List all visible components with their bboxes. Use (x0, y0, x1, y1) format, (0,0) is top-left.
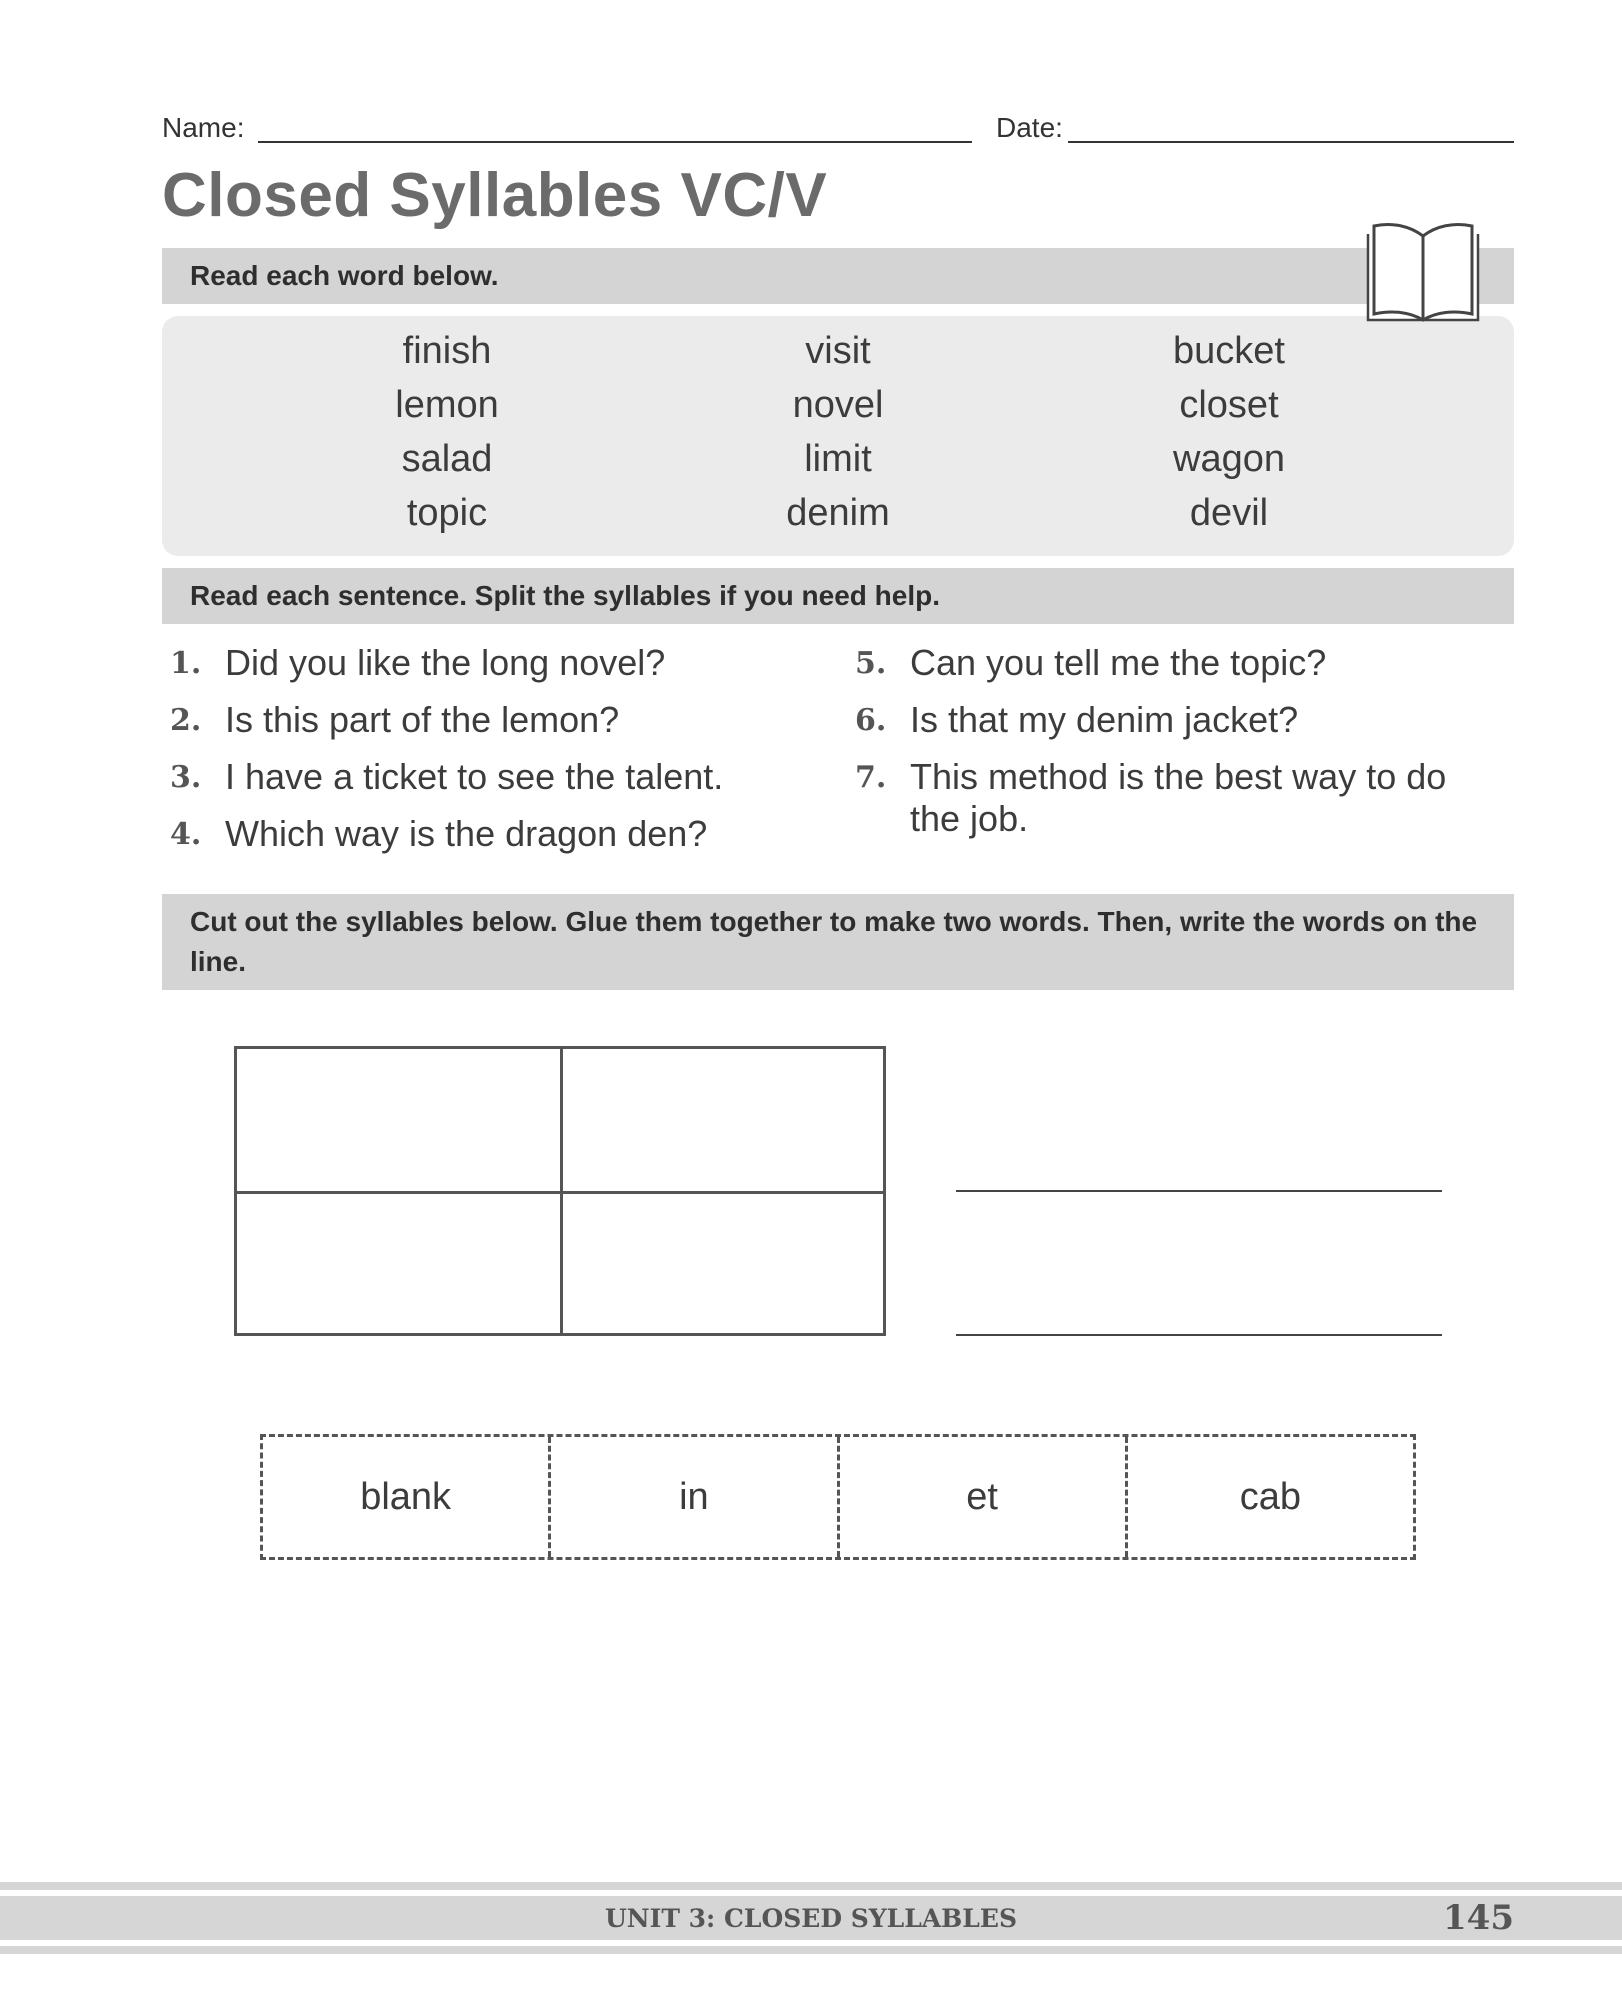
word: topic (406, 492, 488, 534)
instruction-text: Cut out the syllables below. Glue them together to make two words. Then, write the words on the line. (190, 906, 1478, 977)
word: bucket (1173, 330, 1285, 372)
word: devil (1189, 492, 1269, 534)
word-list-box (162, 316, 1514, 556)
sentence-number: 7. (855, 760, 887, 795)
instruction-text: Read each word below. (190, 260, 499, 291)
word: visit (805, 330, 871, 372)
sentence: I have a ticket to see the talent. (225, 756, 724, 797)
instruction-text: Read each sentence. Split the syllables if you need help. (190, 580, 941, 611)
page-number: 145 (1443, 1898, 1514, 1938)
word: salad (401, 438, 493, 480)
syllable-card[interactable]: et (837, 1437, 1125, 1557)
instruction-bar-words (162, 248, 1514, 304)
syllable-card[interactable]: in (548, 1437, 836, 1557)
footer-stripe (0, 1946, 1622, 1954)
sentence: Which way is the dragon den? (225, 813, 708, 854)
sentence: This method is the best way to do the job. (910, 756, 1447, 839)
sentence-number: 6. (855, 703, 887, 738)
name-line[interactable] (258, 141, 972, 143)
glue-grid[interactable] (234, 1046, 886, 1336)
sentence-number: 3. (170, 760, 202, 795)
syllable-card[interactable]: blank (360, 1475, 452, 1518)
instruction-bar-sentences (162, 568, 1514, 624)
sentence: Is this part of the lemon? (225, 699, 620, 740)
answer-line-2[interactable] (956, 1334, 1442, 1336)
sentence-number: 4. (170, 817, 202, 852)
word: denim (786, 492, 890, 534)
sentence-number: 5. (855, 646, 887, 681)
sentence: Did you like the long novel? (225, 642, 666, 683)
footer-unit-title: UNIT 3: CLOSED SYLLABLES (605, 1904, 1017, 1933)
word: closet (1179, 384, 1279, 426)
sentence: Can you tell me the topic? (910, 642, 1327, 683)
page-title: Closed Syllables VC/V (162, 161, 828, 230)
date-label: Date: (996, 112, 1063, 143)
syllable-card[interactable]: cab (1125, 1437, 1413, 1557)
word: limit (804, 438, 872, 480)
book-icon (1362, 222, 1484, 324)
cut-out-syllables (260, 1434, 1416, 1560)
word: wagon (1173, 438, 1285, 480)
instruction-bar-cut-glue (162, 894, 1514, 990)
word: lemon (395, 384, 499, 426)
word: novel (792, 384, 884, 426)
grid-divider (237, 1191, 883, 1194)
sentence-number: 2. (170, 703, 202, 738)
date-line[interactable] (1068, 141, 1514, 143)
answer-line-1[interactable] (956, 1190, 1442, 1192)
sentence-number: 1. (170, 646, 202, 681)
word: finish (402, 330, 492, 372)
name-label: Name: (162, 112, 245, 143)
footer-stripe (0, 1882, 1622, 1890)
sentence: Is that my denim jacket? (910, 699, 1299, 740)
